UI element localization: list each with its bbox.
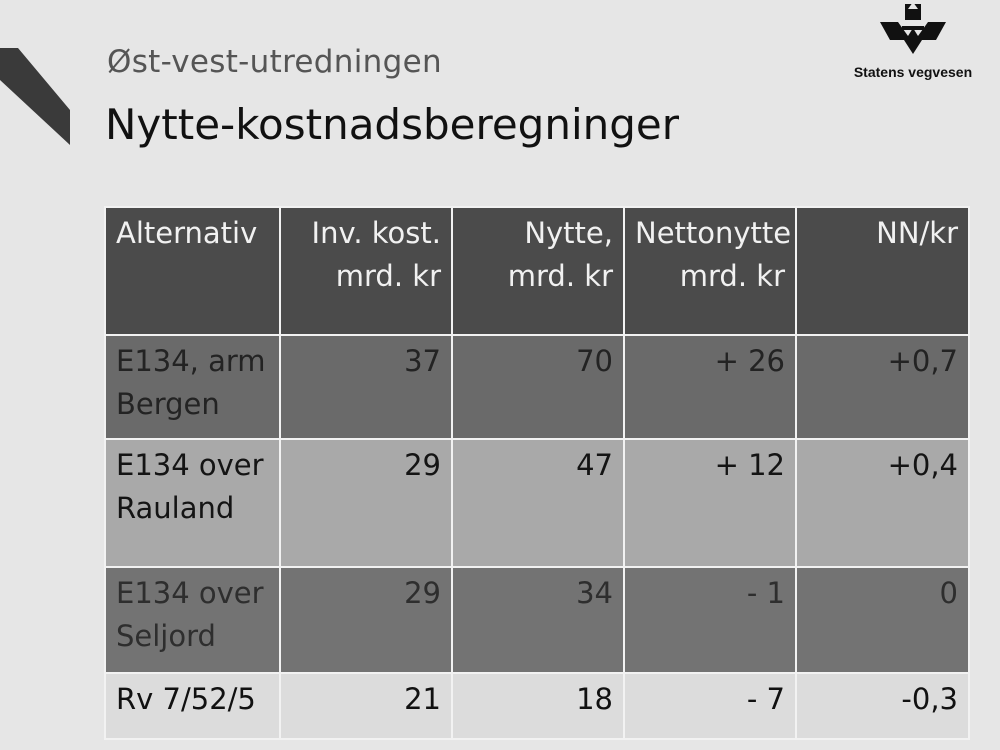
table-row [105, 439, 969, 567]
cell-nettonytte: + 26 [624, 335, 796, 439]
column-header-nettonytte: Nettonytte mrd. kr [624, 207, 796, 335]
cell-nn-kr: +0,4 [796, 439, 969, 567]
cell-inv-kost: 37 [280, 335, 452, 439]
cell-alternativ: E134 over Rauland [105, 439, 280, 567]
cell-inv-kost: 29 [280, 439, 452, 567]
statens-vegvesen-crest-icon [878, 0, 948, 58]
cell-nn-kr: 0 [796, 567, 969, 673]
cell-inv-kost: 29 [280, 567, 452, 673]
cell-inv-kost: 21 [280, 673, 452, 739]
column-header-alternativ: Alternativ [105, 207, 280, 335]
cell-nytte: 34 [452, 567, 624, 673]
cell-nn-kr: -0,3 [796, 673, 969, 739]
column-header-nn-kr: NN/kr [796, 207, 969, 335]
cell-nettonytte: + 12 [624, 439, 796, 567]
cell-nettonytte: - 1 [624, 567, 796, 673]
cell-nn-kr: +0,7 [796, 335, 969, 439]
cell-nytte: 47 [452, 439, 624, 567]
column-header-nytte: Nytte, mrd. kr [452, 207, 624, 335]
table-row [105, 673, 969, 739]
cell-nytte: 18 [452, 673, 624, 739]
cell-nytte: 70 [452, 335, 624, 439]
column-header-inv-kost: Inv. kost. mrd. kr [280, 207, 452, 335]
table-header-row [105, 207, 969, 335]
table-row [105, 567, 969, 673]
logo-text: Statens vegvesen [853, 64, 973, 80]
cell-alternativ: E134 over Seljord [105, 567, 280, 673]
page-title: Nytte-kostnadsberegninger [105, 100, 679, 149]
cell-alternativ: E134, arm Bergen [105, 335, 280, 439]
presentation-subtitle: Øst-vest-utredningen [107, 44, 442, 80]
table-row [105, 335, 969, 439]
cost-benefit-table [104, 206, 970, 740]
cell-nettonytte: - 7 [624, 673, 796, 739]
corner-decoration [0, 40, 70, 145]
cell-alternativ: Rv 7/52/5 [105, 673, 280, 739]
logo [838, 0, 988, 90]
